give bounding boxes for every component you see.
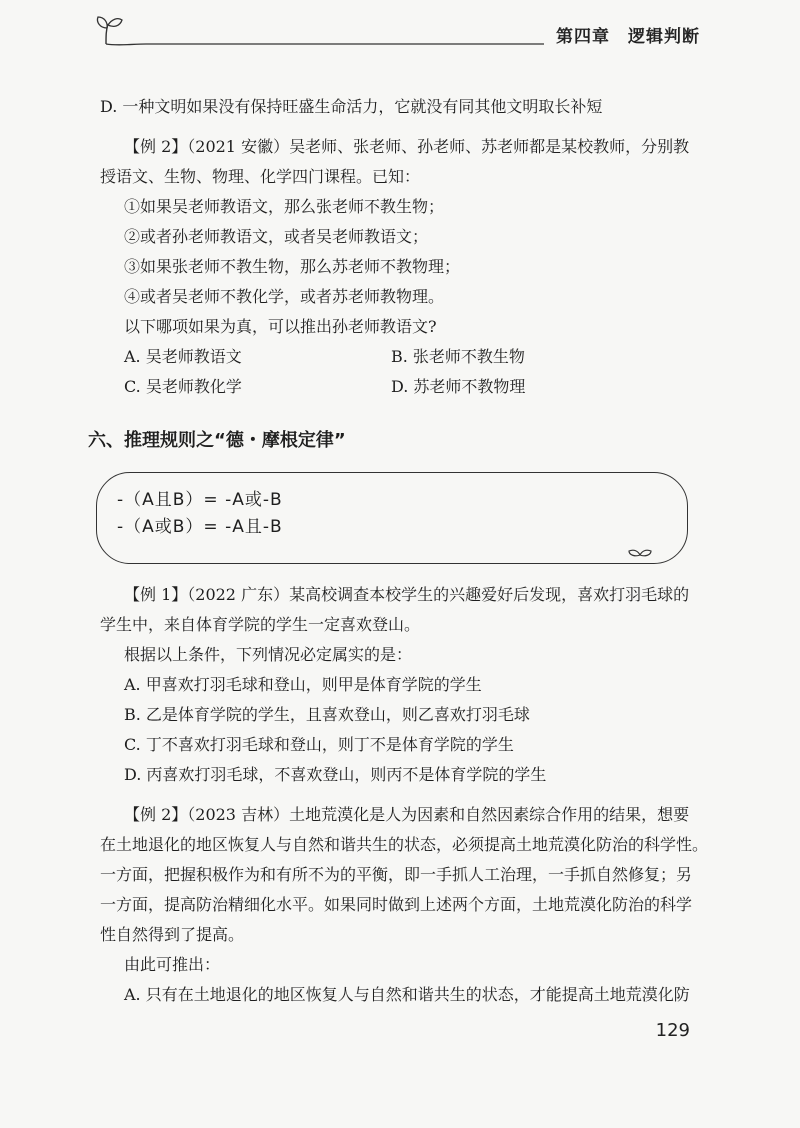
- rule-line-2: -（A或B）= -A且-B: [117, 517, 283, 537]
- question-text: 以下哪项如果为真，可以推出孙老师教语文?: [124, 317, 437, 336]
- example-stem-line: 在土地退化的地区恢复人与自然和谐共生的状态，必须提高土地荒漠化防治的科学性。: [100, 835, 709, 854]
- leaf-icon: [627, 545, 653, 559]
- condition-3: ③如果张老师不教生物，那么苏老师不教物理；: [124, 257, 461, 276]
- option-b: B. 张老师不教生物: [391, 347, 525, 366]
- example-2-jilin: [100, 800, 709, 1010]
- example-stem-line: 【例 2】（2023 吉林）土地荒漠化是人为因素和自然因素综合作用的结果，想要: [124, 805, 690, 824]
- example-2-anhui: [100, 132, 700, 402]
- question-text: 根据以上条件，下列情况必定属实的是：: [124, 645, 413, 664]
- option-a: A. 吴老师教语文: [124, 347, 242, 366]
- page-number: 129: [655, 1020, 690, 1041]
- example-stem-line: 【例 2】（2021 安徽）吴老师、张老师、孙老师、苏老师都是某校教师，分别教: [124, 137, 690, 156]
- example-stem-line: 性自然得到了提高。: [100, 925, 245, 944]
- rule-box: [96, 472, 688, 564]
- chapter-title: 第四章 逻辑判断: [544, 22, 700, 47]
- option-b: B. 乙是体育学院的学生，且喜欢登山，则乙喜欢打羽毛球: [124, 705, 530, 724]
- example-stem-line: 一方面，提高防治精细化水平。如果同时做到上述两个方面，土地荒漠化防治的科学: [100, 895, 693, 914]
- page-header: [88, 10, 700, 50]
- option-c: C. 丁不喜欢打羽毛球和登山，则丁不是体育学院的学生: [124, 735, 514, 754]
- condition-2: ②或者孙老师教语文，或者吴老师教语文；: [124, 227, 429, 246]
- option-a: A. 只有在土地退化的地区恢复人与自然和谐共生的状态，才能提高土地荒漠化防: [124, 985, 690, 1004]
- example-stem-line: 一方面，把握积极作为和有所不为的平衡，即一手抓人工治理，一手抓自然修复；另: [100, 865, 693, 884]
- condition-4: ④或者吴老师不教化学，或者苏老师教物理。: [124, 287, 445, 306]
- prev-question-option-d: D. 一种文明如果没有保持旺盛生命活力，它就没有同其他文明取长补短: [100, 97, 603, 116]
- example-stem-line: 【例 1】（2022 广东）某高校调查本校学生的兴趣爱好后发现，喜欢打羽毛球的: [124, 585, 690, 604]
- options-row: [100, 372, 700, 402]
- option-c: C. 吴老师教化学: [124, 377, 242, 396]
- options-row: [100, 342, 700, 372]
- option-d: D. 苏老师不教物理: [391, 377, 526, 396]
- example-stem-line: 学生中，来自体育学院的学生一定喜欢登山。: [100, 615, 421, 634]
- question-text: 由此可推出：: [124, 955, 221, 974]
- condition-1: ①如果吴老师教语文，那么张老师不教生物；: [124, 197, 445, 216]
- section-title: 六、推理规则之“德・摩根定律”: [88, 430, 346, 451]
- example-stem-line: 授语文、生物、物理、化学四门课程。已知：: [100, 167, 421, 186]
- rule-line-1: -（A且B）= -A或-B: [117, 490, 283, 510]
- example-1-guangdong: [100, 580, 700, 790]
- option-d: D. 丙喜欢打羽毛球，不喜欢登山，则丙不是体育学院的学生: [124, 765, 547, 784]
- option-a: A. 甲喜欢打羽毛球和登山，则甲是体育学院的学生: [124, 675, 482, 694]
- page-content: [88, 92, 709, 1010]
